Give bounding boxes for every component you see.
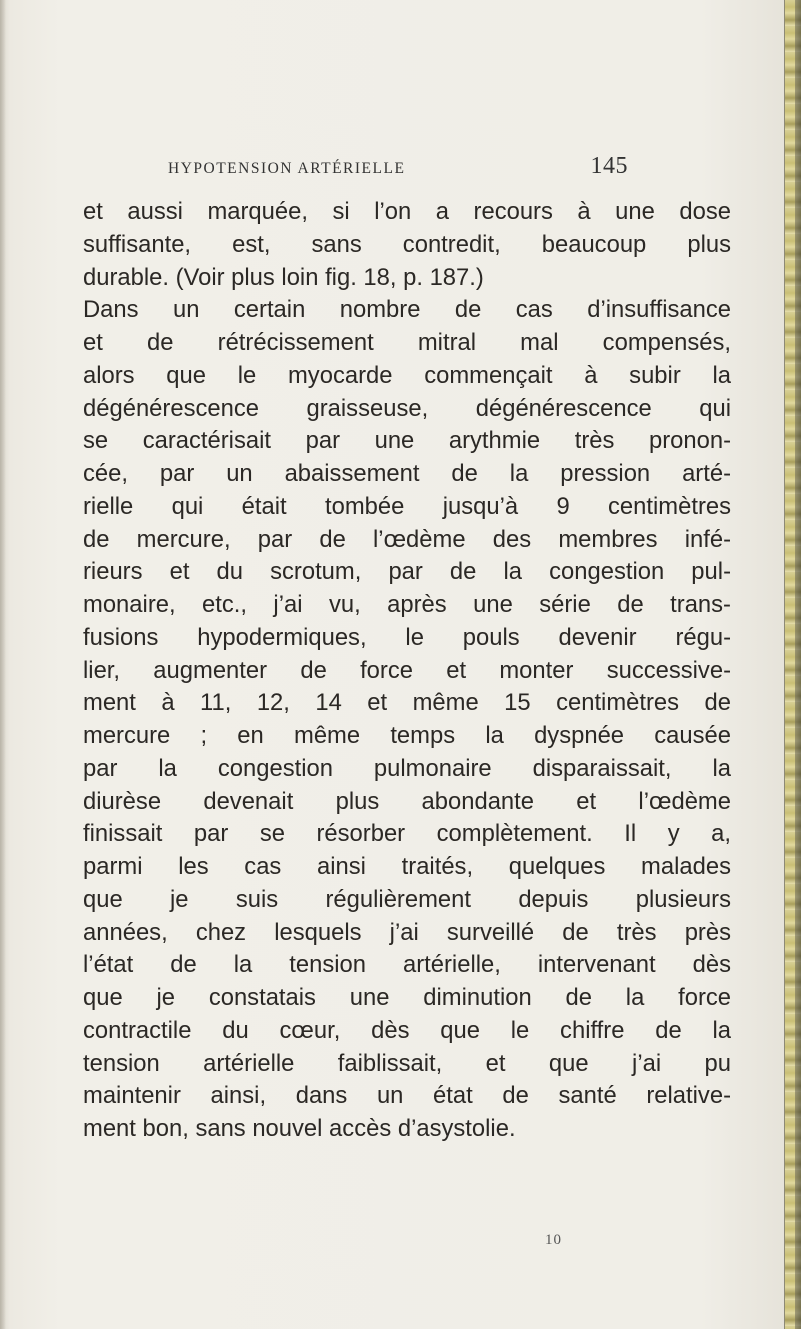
text-line: que je constatais une diminution de la force: [83, 984, 731, 1011]
text-line: ment à 11, 12, 14 et même 15 centimètres de: [83, 689, 731, 717]
text-line: parmi les cas ainsi traités, quelques malades: [83, 853, 731, 880]
text-line: fusions hypodermiques, le pouls devenir régu-: [83, 623, 731, 651]
text-line: et de rétrécissement mitral mal compensés,: [83, 329, 731, 356]
text-line: années, chez lesquels j’ai surveillé de très près: [83, 918, 731, 946]
text-line: par la congestion pulmonaire disparaissait, la: [83, 754, 731, 782]
text-line: monaire, etc., j’ai vu, après une série de trans-: [83, 591, 731, 618]
page-gutter-shadow: [0, 0, 6, 1329]
text-line: mercure ; en même temps la dyspnée causée: [83, 722, 731, 749]
text-line: lier, augmenter de force et monter successive-: [83, 656, 731, 684]
signature-mark: 10: [545, 1232, 562, 1248]
text-line: contractile du cœur, dès que le chiffre de la: [83, 1016, 731, 1044]
text-line: dégénérescence graisseuse, dégénérescence qui: [83, 394, 731, 422]
text-line: l’état de la tension artérielle, intervenant dès: [83, 951, 731, 979]
body-paragraphs: [83, 196, 731, 1146]
text-line: maintenir ainsi, dans un état de santé relative-: [83, 1082, 731, 1110]
text-line: ment bon, sans nouvel accès d’asystolie.: [83, 1115, 516, 1142]
text-line: que je suis régulièrement depuis plusieurs: [83, 885, 731, 913]
text-line: diurèse devenait plus abondante et l’œdème: [83, 787, 731, 815]
running-header-title: HYPOTENSION ARTÉRIELLE: [168, 160, 406, 177]
running-header: [168, 153, 628, 184]
text-line: rielle qui était tombée jusqu’à 9 centimètres: [83, 492, 731, 520]
book-binding-shadow: [795, 0, 801, 1329]
text-line: finissait par se résorber complètement. Il y a,: [83, 820, 731, 848]
text-line: de mercure, par de l’œdème des membres infé-: [83, 525, 731, 553]
text-line: rieurs et du scrotum, par de la congestion pul-: [83, 558, 731, 586]
text-line: tension artérielle faiblissait, et que j’ai pu: [83, 1049, 731, 1077]
text-line: et aussi marquée, si l’on a recours à une dose: [83, 198, 731, 225]
text-line: alors que le myocarde commençait à subir la: [83, 361, 731, 389]
text-line: durable. (Voir plus loin fig. 18, p. 187.): [83, 263, 484, 291]
text-line: suffisante, est, sans contredit, beaucoup plus: [83, 230, 731, 258]
text-line: se caractérisait par une arythmie très pronon-: [83, 427, 731, 455]
text-line: Dans un certain nombre de cas d’insuffisance: [83, 296, 731, 324]
text-line: cée, par un abaissement de la pression arté-: [83, 460, 731, 487]
page-number: 145: [590, 153, 628, 179]
